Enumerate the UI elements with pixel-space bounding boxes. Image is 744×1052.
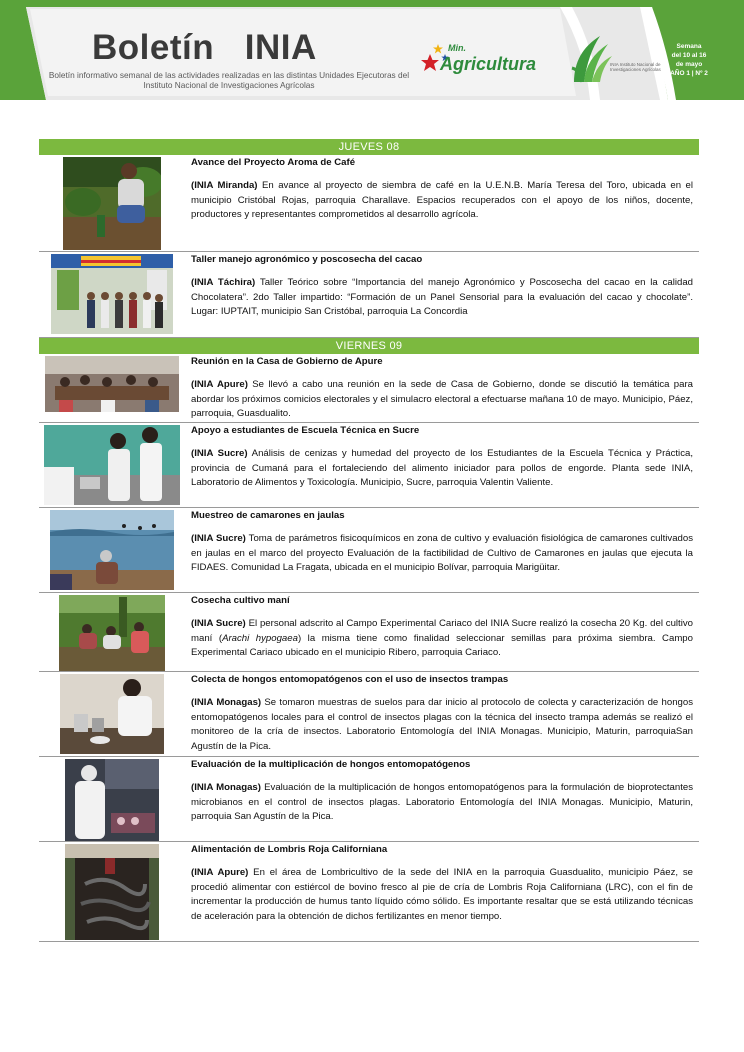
activity-description [191, 179, 693, 223]
photo-cell [39, 842, 185, 941]
activity-title: Taller manejo agronómico y poscosecha del cacao [191, 254, 423, 265]
ministry-logo [420, 40, 556, 80]
activity-row [39, 423, 699, 508]
activity-description [191, 617, 693, 661]
week-month: de mayo [675, 61, 703, 68]
scientific-name: Arachi hypogaea [222, 632, 298, 644]
ministry-name: Agricultura [440, 54, 537, 74]
day-header-friday: VIERNES 09 [39, 338, 699, 354]
activity-description [191, 276, 693, 320]
activity-row [39, 252, 699, 338]
lab-soil-samples-photo [60, 674, 164, 754]
unit-label: (INIA Monagas) [191, 697, 262, 708]
photo-cell [39, 508, 185, 592]
header-banner [0, 0, 744, 100]
activity-text: Se tomaron muestras de suelos para dar inicio al protocolo de colecta y caracterización de hongos entomopatógenos locales para el control de insectos plagas con la técnica del insecto trampa además se realizó el monitoreo de la cría de insectos. Laboratorio Entomología del INIA Monagas. Municipio, Maturin, parroquiaSan Agustín de la Pica. [191, 697, 694, 752]
text-cell [185, 508, 699, 592]
activity-row [39, 757, 699, 842]
activities-table [39, 139, 699, 942]
activity-title: Reunión en la Casa de Gobierno de Apure [191, 356, 383, 367]
unit-label: (INIA Táchira) [191, 277, 256, 288]
activity-description [191, 781, 693, 825]
peanut-harvest-photo [59, 595, 165, 671]
activity-title: Cosecha cultivo maní [191, 595, 290, 606]
activity-description [191, 532, 693, 576]
activity-title: Colecta de hongos entomopatógenos con el uso de insectos trampas [191, 674, 509, 685]
week-label: Semana [676, 43, 702, 50]
unit-label: (INIA Sucre) [191, 533, 246, 544]
activity-title: Evaluación de la multiplicación de hongos entomopatógenos [191, 759, 471, 770]
woman-planting-coffee-photo [63, 157, 161, 250]
activity-row [39, 672, 699, 757]
text-cell [185, 354, 699, 422]
activity-row [39, 155, 699, 252]
activity-description [191, 378, 693, 422]
text-cell [185, 593, 699, 671]
activity-text: En avance al proyecto de siembra de café en la U.E.N.B. María Teresa del Toro, ubicada en el municipio Cristóbal Rojas, parroquia Charallave. Espacios recuperados con el apoyo de los niños, docente, productores y representantes comprometidos al desarrollo agrícola. [191, 180, 694, 220]
inia-logo [570, 32, 660, 88]
photo-cell [39, 423, 185, 507]
shrimp-cages-sea-photo [50, 510, 174, 590]
activity-row [39, 508, 699, 593]
workshop-group-photo [51, 254, 173, 334]
activity-row [39, 354, 699, 423]
activity-description [191, 866, 693, 924]
ministry-prefix: Min. [448, 43, 466, 53]
activity-row [39, 593, 699, 672]
activity-title: Alimentación de Lombris Roja Californiana [191, 844, 388, 855]
text-cell [185, 672, 699, 756]
activity-title: Avance del Proyecto Aroma de Café [191, 157, 356, 168]
bulletin-subtitle: Boletín informativo semanal de las actividades realizadas en las distintas Unidades Ejecutoras del Instituto Nacional de Investigaciones Agrícolas [48, 70, 410, 90]
lab-researcher-photo [65, 759, 159, 841]
activity-title: Apoyo a estudiantes de Escuela Técnica en Sucre [191, 425, 420, 436]
year-issue: AÑO 1 | Nº 2 [670, 70, 708, 77]
unit-label: (INIA Monagas) [191, 782, 261, 793]
activity-text: Toma de parámetros fisicoquímicos en zona de cultivo y evaluación fisiológica de camarones cultivados en jaulas en el marco del proyecto Evaluación de la factibilidad de Cultivo de Camarones en jaulas que ejecuta la FIDAES. Comunidad La Fragata, ubicada en el municipio Bolívar, parroquia Marigüitar. [191, 533, 693, 573]
unit-label: (INIA Sucre) [191, 448, 248, 459]
worm-bed-photo [65, 844, 159, 940]
activity-row [39, 842, 699, 942]
photo-cell [39, 757, 185, 841]
photo-cell [39, 354, 185, 422]
activity-text-end: ) la misma tiene como finalidad seleccionar semillas para próxima siembra. Campo Experimental Cariaco ubicado en el municipio Ribero, parroquia Cariaco. [191, 632, 693, 658]
photo-cell [39, 593, 185, 671]
unit-label: (INIA Apure) [191, 379, 248, 390]
activity-text: Evaluación de la multiplicación de hongos entomopatógenos para la formulación de bioprotectantes microbianos en el control de insectos plagas. Laboratorio Entomología del INIA Monagas. Municipio, Maturin, parroquia San Agustín de la Pica. [191, 782, 693, 822]
day-header-thursday: JUEVES 08 [39, 139, 699, 155]
activity-text: El personal adscrito al Campo Experimental Cariaco del INIA Sucre realizó la cosecha 20 Kg. del cultivo maní ( [191, 618, 693, 644]
photo-cell [39, 252, 185, 337]
activity-title: Muestreo de camarones en jaulas [191, 510, 345, 521]
unit-label: (INIA Miranda) [191, 180, 258, 191]
text-cell [185, 423, 699, 507]
activity-text: Análisis de cenizas y humedad del proyecto de los Estudiantes de la Escuela Técnica y Práctica, provincia de Cumaná para el fortaleciendo del alimento iniciador para pollos de engorde. Planta sede INIA, Laboratorio de Alimentos y Toxicología. Municipio, Sucre, parroquia Valentin Valiente. [191, 448, 693, 488]
text-cell [185, 842, 699, 941]
activity-text: Se llevó a cabo una reunión en la sede de Casa de Gobierno, donde se discutió la temática para abordar los próximos comicios electorales y el simulacro electoral a efectuarse mañana 10 de mayo. Municipio, Páez, parroquia, Guasdualito. [191, 379, 693, 419]
bulletin-title: Boletín INIA [92, 28, 317, 67]
inia-caption: INIA Instituto Nacional de Investigaciones Agrícolas [610, 62, 661, 72]
activity-text: Taller Teórico sobre “Importancia del manejo Agronómico y Poscosecha del cacao en la calidad Chocolatera”. 2do Taller impartido: “Formación de un Panel Sensorial para la evaluación del cacao y chocolate”. Lugar: IUPTAIT, municipio San Cristóbal, parroquia La Concordia [191, 277, 694, 317]
activity-text: En el área de Lombricultivo de la sede del INIA en la parroquia Guasdualito, municipio Páez, se procedió alimentar con estiércol de bovino fresco al pie de cría de Lombris Roja Californiana (LRC), con el fin de incrementar la producción de humus tanto líquido cómo sólido. Es importante resaltar que se está utilizando técnicas de aceleración para la obtención de dichos fertilizantes en menor tiempo. [191, 867, 693, 922]
text-cell [185, 252, 699, 337]
text-cell [185, 155, 699, 251]
students-lab-photo [44, 425, 180, 505]
photo-cell [39, 672, 185, 756]
week-info [662, 42, 716, 78]
text-cell [185, 757, 699, 841]
photo-cell [39, 155, 185, 251]
meeting-room-photo [45, 356, 179, 412]
activity-description [191, 447, 693, 491]
activity-description [191, 696, 693, 754]
inia-leaf-icon [570, 32, 614, 88]
unit-label: (INIA Apure) [191, 867, 249, 878]
unit-label: (INIA Sucre) [191, 618, 246, 629]
week-range: del 10 al 16 [671, 52, 707, 59]
